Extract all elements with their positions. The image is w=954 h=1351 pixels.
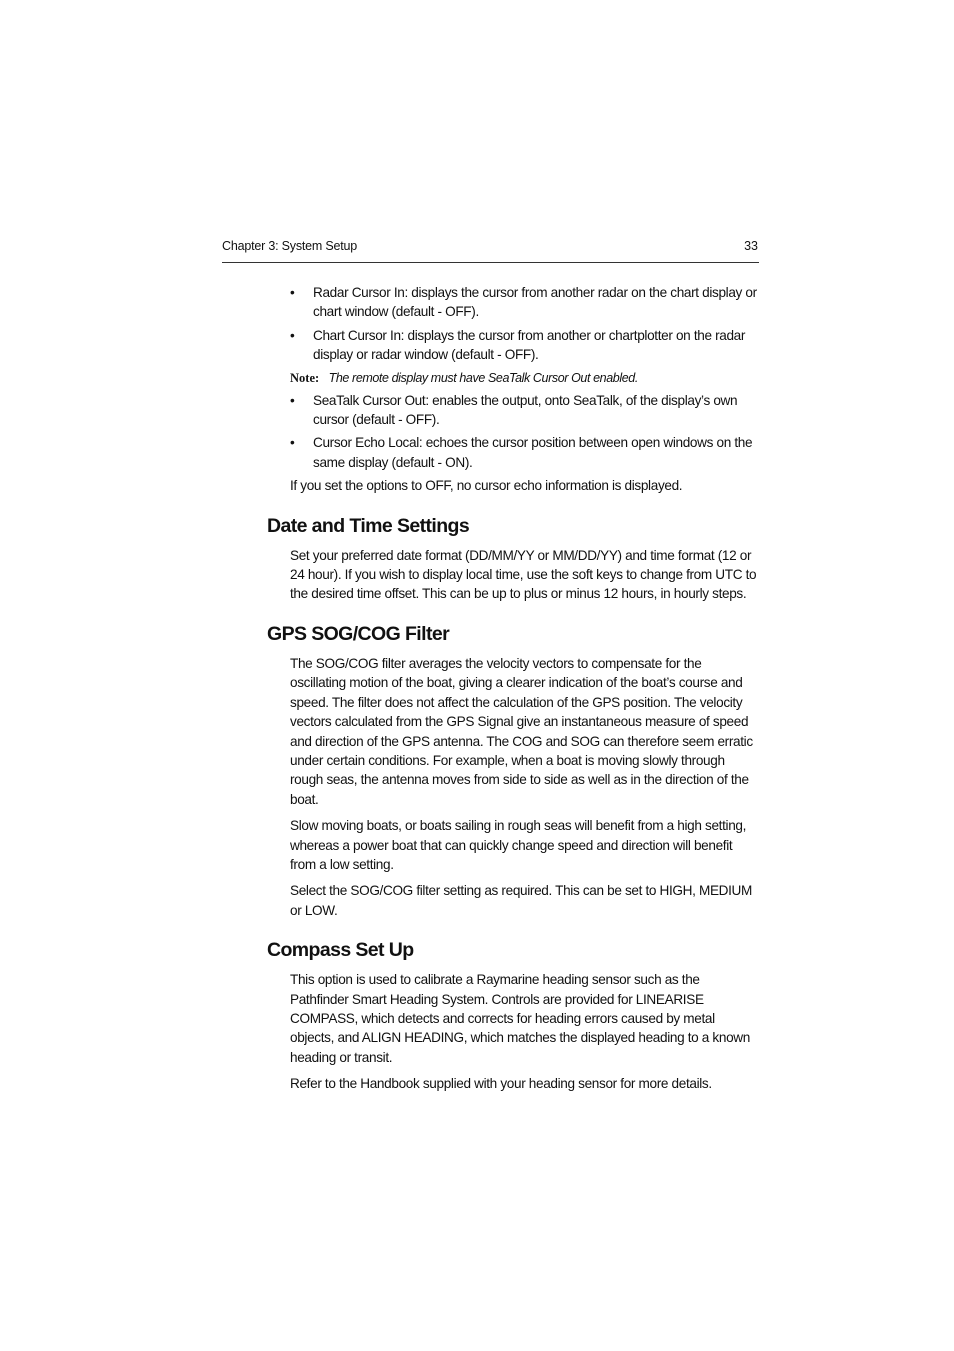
gps-filter-paragraph: The SOG/COG filter averages the velocity vectors to compensate for the oscillating motion of the boat, giving a clearer indication of the boat’s course and speed. The filter does not affect the calculation of the GPS position. The velocity vectors calculated from the GPS Signal give an instantaneous measure of speed and direction of the GPS antenna. The COG and SOG can therefore seem erratic under certain conditions. For example, when a boat is moving slowly through rough seas, the antenna moves from side to side as well as in the direction of the boat. (290, 655, 753, 807)
compass-paragraph: Refer to the Handbook supplied with your heading sensor for more details. (290, 1076, 712, 1092)
running-header (222, 238, 759, 263)
list-item: • SeaTalk Cursor Out: enables the output, onto SeaTalk, of the display’s own cursor (default - OFF). (290, 391, 760, 430)
cursor-options-list (290, 391, 760, 473)
note (290, 369, 760, 388)
gps-filter-paragraph: Select the SOG/COG filter setting as required. This can be set to HIGH, MEDIUM or LOW. (290, 883, 753, 918)
list-item: • Cursor Echo Local: echoes the cursor position between open windows on the same display (default - ON). (290, 433, 760, 472)
list-item: • Radar Cursor In: displays the cursor from another radar on the chart display or chart window (default - OFF). (290, 283, 760, 322)
cursor-options-list (290, 283, 760, 365)
note-text: The remote display must have SeaTalk Cursor Out enabled. (328, 370, 638, 385)
chapter-title: Chapter 3: System Setup (222, 239, 358, 253)
date-time-heading: Date and Time Settings (267, 514, 470, 537)
note-label: Note: (290, 370, 320, 385)
list-item: • Chart Cursor In: displays the cursor from another or chartplotter on the radar display or radar window (default - OFF). (290, 326, 760, 365)
page-number: 33 (744, 239, 758, 253)
gps-filter-paragraph: Slow moving boats, or boats sailing in rough seas will benefit from a high setting, whereas a power boat that can quickly change speed and direction will benefit from a low setting. (290, 818, 747, 872)
date-time-paragraph: Set your preferred date format (DD/MM/YY or MM/DD/YY) and time format (12 or 24 hour). If you wish to display local time, use the soft keys to change from UTC to the desired time offset. This can be up to plus or minus 12 hours, in hourly steps. (290, 547, 757, 602)
page-body (267, 283, 760, 1101)
compass-heading: Compass Set Up (267, 939, 414, 962)
compass-paragraph: This option is used to calibrate a Raymarine heading sensor such as the Pathfinder Smart Heading System. Controls are provided for LINEARISE COMPASS, which detects and corrects for heading errors caused by metal objects, and ALIGN HEADING, which matches the displayed heading to a known heading or transit. (290, 972, 750, 1065)
gps-filter-heading: GPS SOG/COG Filter (267, 622, 450, 645)
cursor-off-paragraph: If you set the options to OFF, no cursor echo information is displayed. (290, 478, 683, 494)
